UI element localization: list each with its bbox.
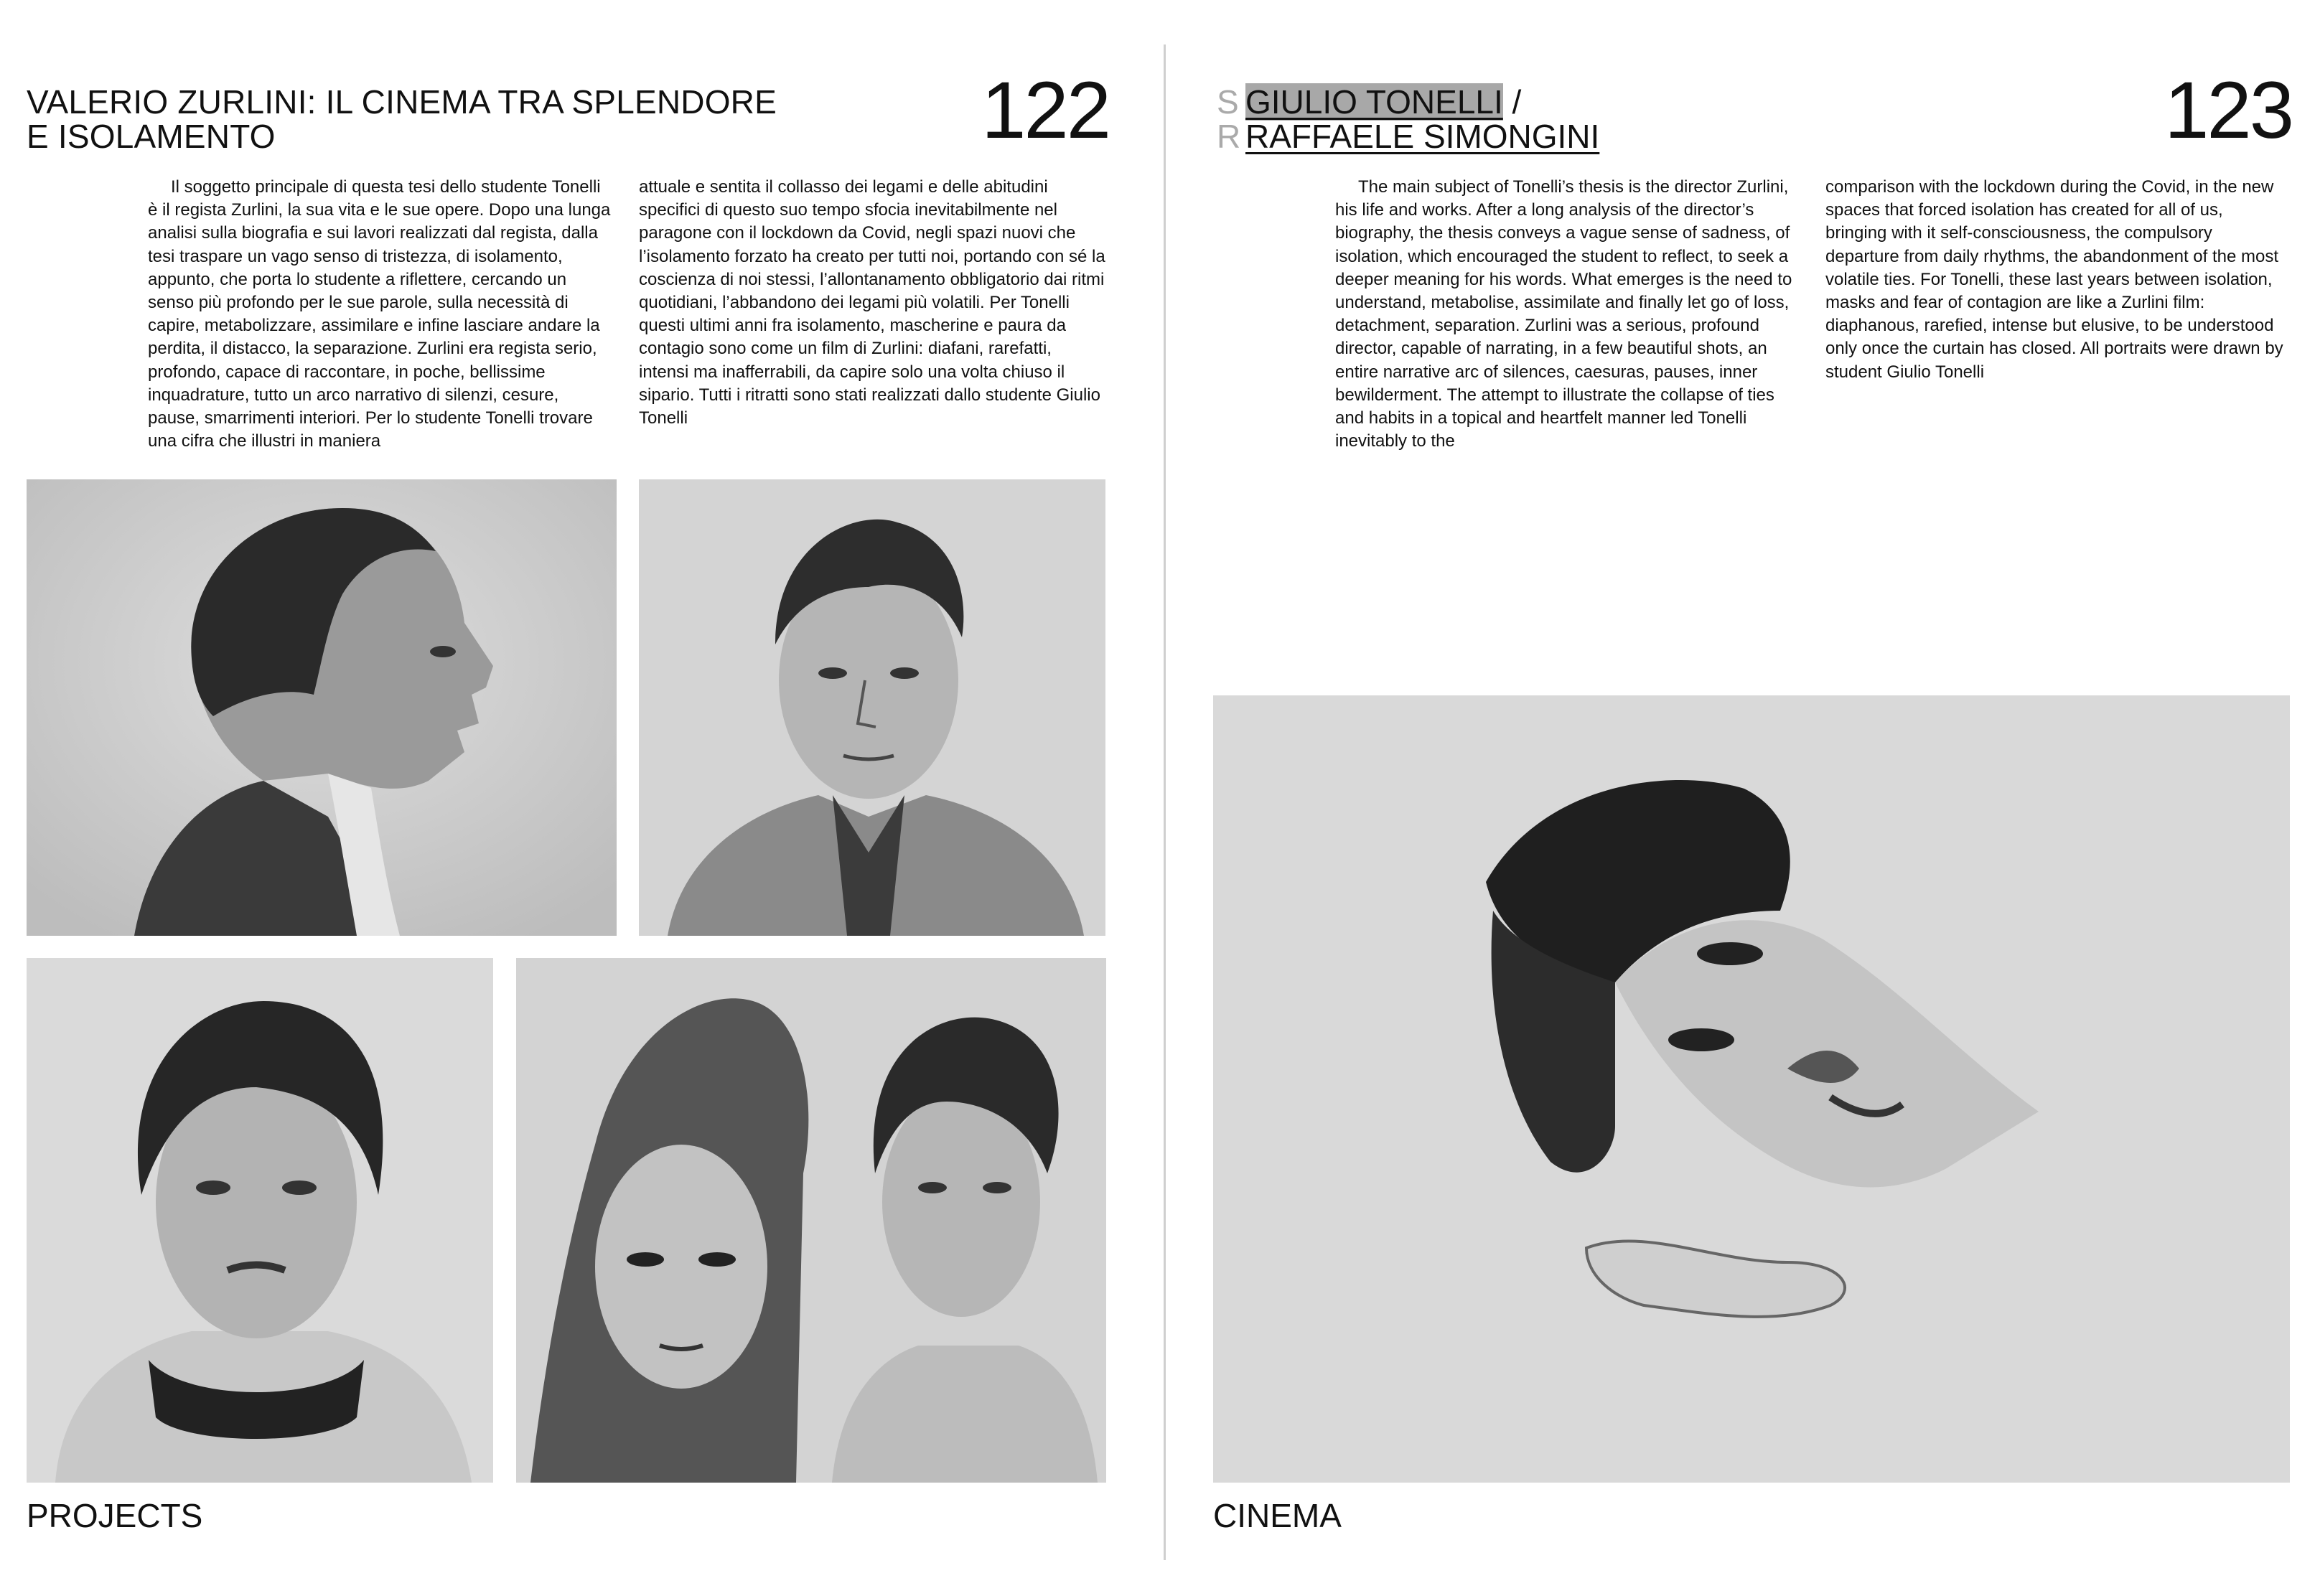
portrait-reclining-woman bbox=[1213, 695, 2290, 1483]
portrait-man-moustache bbox=[27, 958, 493, 1483]
credit-name-student[interactable]: GIULIO TONELLI bbox=[1245, 83, 1503, 121]
credits bbox=[1217, 85, 1599, 154]
credit-student bbox=[1217, 85, 1599, 119]
credit-separator: / bbox=[1502, 83, 1522, 121]
page-number-right: 123 bbox=[2164, 65, 2292, 155]
portrait-zurlini-profile bbox=[27, 479, 617, 936]
body-text: Il soggetto principale di questa tesi dello studente Tonelli è il regista Zurlini, la sua vita e le sue opere. Dopo una lunga analisi sulla biografia e sui lavori realizzati dal regista, dalla tesi traspare un vago senso di tristezza, di isolamento, appunto, che porta lo studente a riflettere, cercando un senso più profondo per le sue parole, sulla necessità di capire, metabolizzare, assimilare e infine lasciare andare la perdita, il distacco, la separazione. Zurlini era regista serio, profondo, capace di raccontare, in poche, bellissime inquadrature, tutto un arco narrativo di silenzi, cesure, pause, smarrimenti interiori. Per lo studente Tonelli trovare una cifra che illustri in maniera bbox=[148, 177, 611, 451]
credit-role-letter: S bbox=[1217, 83, 1239, 121]
credit-role-letter: R bbox=[1217, 118, 1241, 155]
section-label-right: CINEMA bbox=[1213, 1497, 1342, 1534]
credit-name-supervisor[interactable]: RAFFAELE SIMONGINI bbox=[1245, 118, 1600, 155]
body-text-english-col1 bbox=[1335, 176, 1802, 453]
body-text: The main subject of Tonelli’s thesis is the director Zurlini, his life and works. After a long analysis of the director’s biography, the thesis conveys a vague sense of sadness, of isolation, which encouraged the student to reflect, to seek a deeper meaning for his words. What emerges is the need to understand, metabolise, assimilate and finally let go of loss, detachment, separation. Zurlini was a serious, profound director, capable of narrating, in a few beautiful shots, an entire narrative arc of silences, caesuras, pauses, inner bewilderment. The attempt to illustrate the collapse of ties and habits in a topical and heartfelt manner led Tonelli inevitably to the bbox=[1335, 177, 1792, 451]
body-text-english-col2: comparison with the lockdown during the Covid, in the new spaces that forced isolation has created for all of us, bringing with it self-consciousness, the compulsory departure from daily rhythms, the abandonment of the most volatile ties. For Tonelli, these last years between isolation, masks and fear of contagion are like a Zurlini film: diaphanous, rarefied, intense but elusive, to be understood only once the curtain has closed. All portraits were drawn by student Giulio Tonelli bbox=[1825, 177, 2283, 382]
credit-supervisor bbox=[1217, 119, 1599, 154]
section-label-left: PROJECTS bbox=[27, 1497, 203, 1534]
body-text-italian-col2: attuale e sentita il collasso dei legami e delle abitudini specifici di questo suo tempo sfocia inevitabilmente nel paragone con il lockdown da Covid, negli spazi nuovi che l’isolamento forzato ha creato per tutti noi, portando con sé la coscienza di noi stessi, l’allontanamento obbligatorio dai ritmi quotidiani, l’abbandono dei legami più volatili. Per Tonelli questi ultimi anni fra isolamento, mascherine e paura da contagio sono come un film di Zurlini: diafani, rarefatti, intensi ma inafferrabili, da capire solo una volta chiuso il sipario. Tutti i ritratti sono stati realizzati dallo studente Giulio Tonelli bbox=[639, 177, 1105, 428]
article-title: VALERIO ZURLINI: IL CINEMA TRA SPLENDORE E ISOLAMENTO bbox=[27, 83, 777, 155]
portrait-woman-and-man bbox=[516, 958, 1106, 1483]
page-gutter-divider bbox=[1164, 44, 1166, 1560]
page-number-left: 122 bbox=[981, 65, 1109, 155]
body-text-italian-col1 bbox=[148, 176, 614, 453]
portrait-man-jacket bbox=[639, 479, 1105, 936]
